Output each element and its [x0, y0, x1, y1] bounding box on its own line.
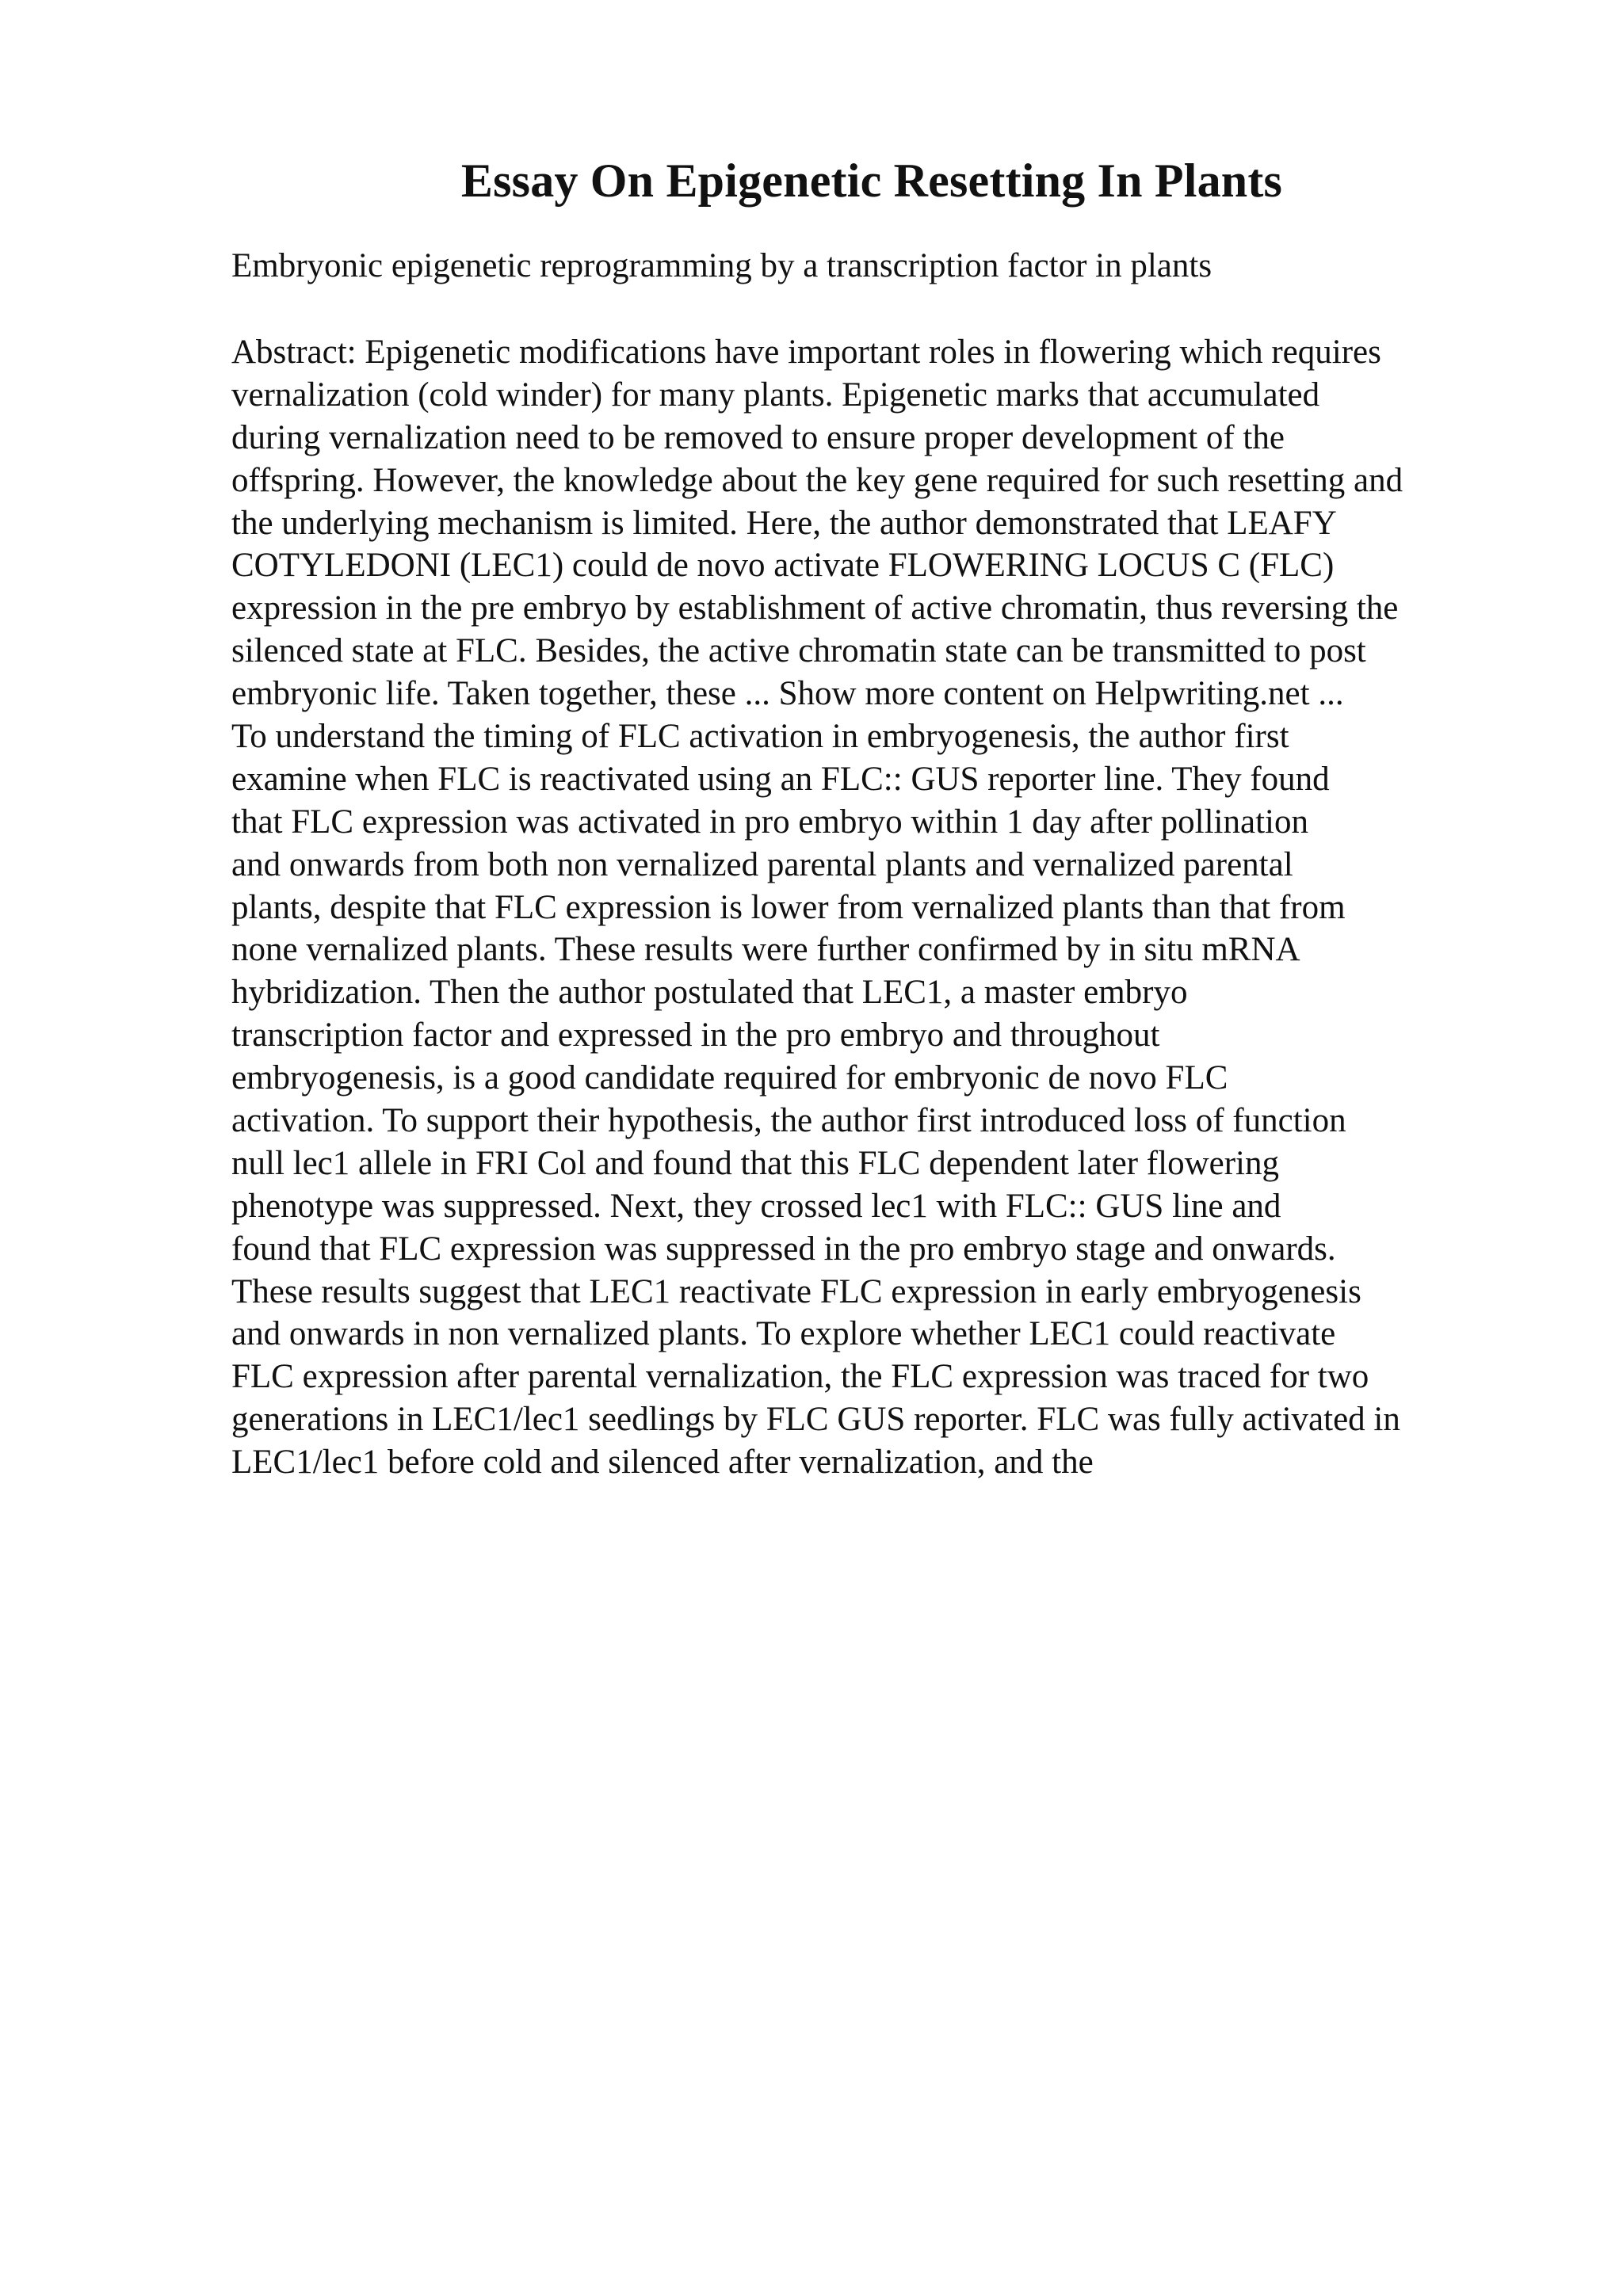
body-line: phenotype was suppressed. Next, they crossed lec1 with FLC:: GUS line and	[231, 1187, 1281, 1225]
body-line: and onwards in non vernalized plants. To explore whether LEC1 could reactivate	[231, 1315, 1336, 1353]
document-title: Essay On Epigenetic Resetting In Plants	[460, 154, 1283, 207]
body-line: embryogenesis, is a good candidate required for embryonic de novo FLC	[231, 1059, 1228, 1097]
body-line: that FLC expression was activated in pro embryo within 1 day after pollination	[231, 803, 1308, 841]
body-line: none vernalized plants. These results were further confirmed by in situ mRNA	[231, 931, 1300, 969]
body-line: offspring. However, the knowledge about the key gene required for such resetting and	[231, 461, 1403, 499]
body-line: Abstract: Epigenetic modifications have important roles in flowering which requires	[231, 334, 1381, 371]
body-line: FLC expression after parental vernalization, the FLC expression was traced for two	[231, 1358, 1369, 1396]
body-line: COTYLEDONI (LEC1) could de novo activate FLOWERING LOCUS C (FLC)	[231, 547, 1335, 585]
body-line: and onwards from both non vernalized parental plants and vernalized parental	[231, 845, 1293, 883]
body-line: plants, despite that FLC expression is lower from vernalized plants than that from	[231, 888, 1346, 926]
body-line: transcription factor and expressed in the pro embryo and throughout	[231, 1016, 1160, 1055]
body-line: the underlying mechanism is limited. Here, the author demonstrated that LEAFY	[231, 504, 1337, 542]
body-line: To understand the timing of FLC activation in embryogenesis, the author first	[231, 718, 1289, 756]
essay-body	[231, 331, 1515, 1484]
document-subtitle: Embryonic epigenetic reprogramming by a transcription factor in plants	[231, 247, 1212, 284]
body-line: embryonic life. Taken together, these ... Show more content on Helpwriting.net ...	[231, 675, 1344, 713]
body-line: during vernalization need to be removed to ensure proper development of the	[231, 418, 1285, 456]
body-line: These results suggest that LEC1 reactivate FLC expression in early embryogenesis	[231, 1272, 1361, 1310]
body-line: LEC1/lec1 before cold and silenced after vernalization, and the	[231, 1444, 1094, 1482]
body-line: examine when FLC is reactivated using an FLC:: GUS reporter line. They found	[231, 760, 1330, 798]
body-line: null lec1 allele in FRI Col and found that this FLC dependent later flowering	[231, 1144, 1279, 1182]
body-line: generations in LEC1/lec1 seedlings by FLC GUS reporter. FLC was fully activated in	[231, 1401, 1400, 1439]
body-line: vernalization (cold winder) for many plants. Epigenetic marks that accumulated	[231, 376, 1320, 414]
body-line: found that FLC expression was suppressed in the pro embryo stage and onwards.	[231, 1230, 1336, 1268]
body-line: silenced state at FLC. Besides, the active chromatin state can be transmitted to post	[231, 632, 1366, 670]
body-line: activation. To support their hypothesis, the author first introduced loss of function	[231, 1102, 1346, 1140]
body-line: expression in the pre embryo by establishment of active chromatin, thus reversing the	[231, 589, 1399, 627]
body-line: hybridization. Then the author postulated that LEC1, a master embryo	[231, 974, 1188, 1012]
